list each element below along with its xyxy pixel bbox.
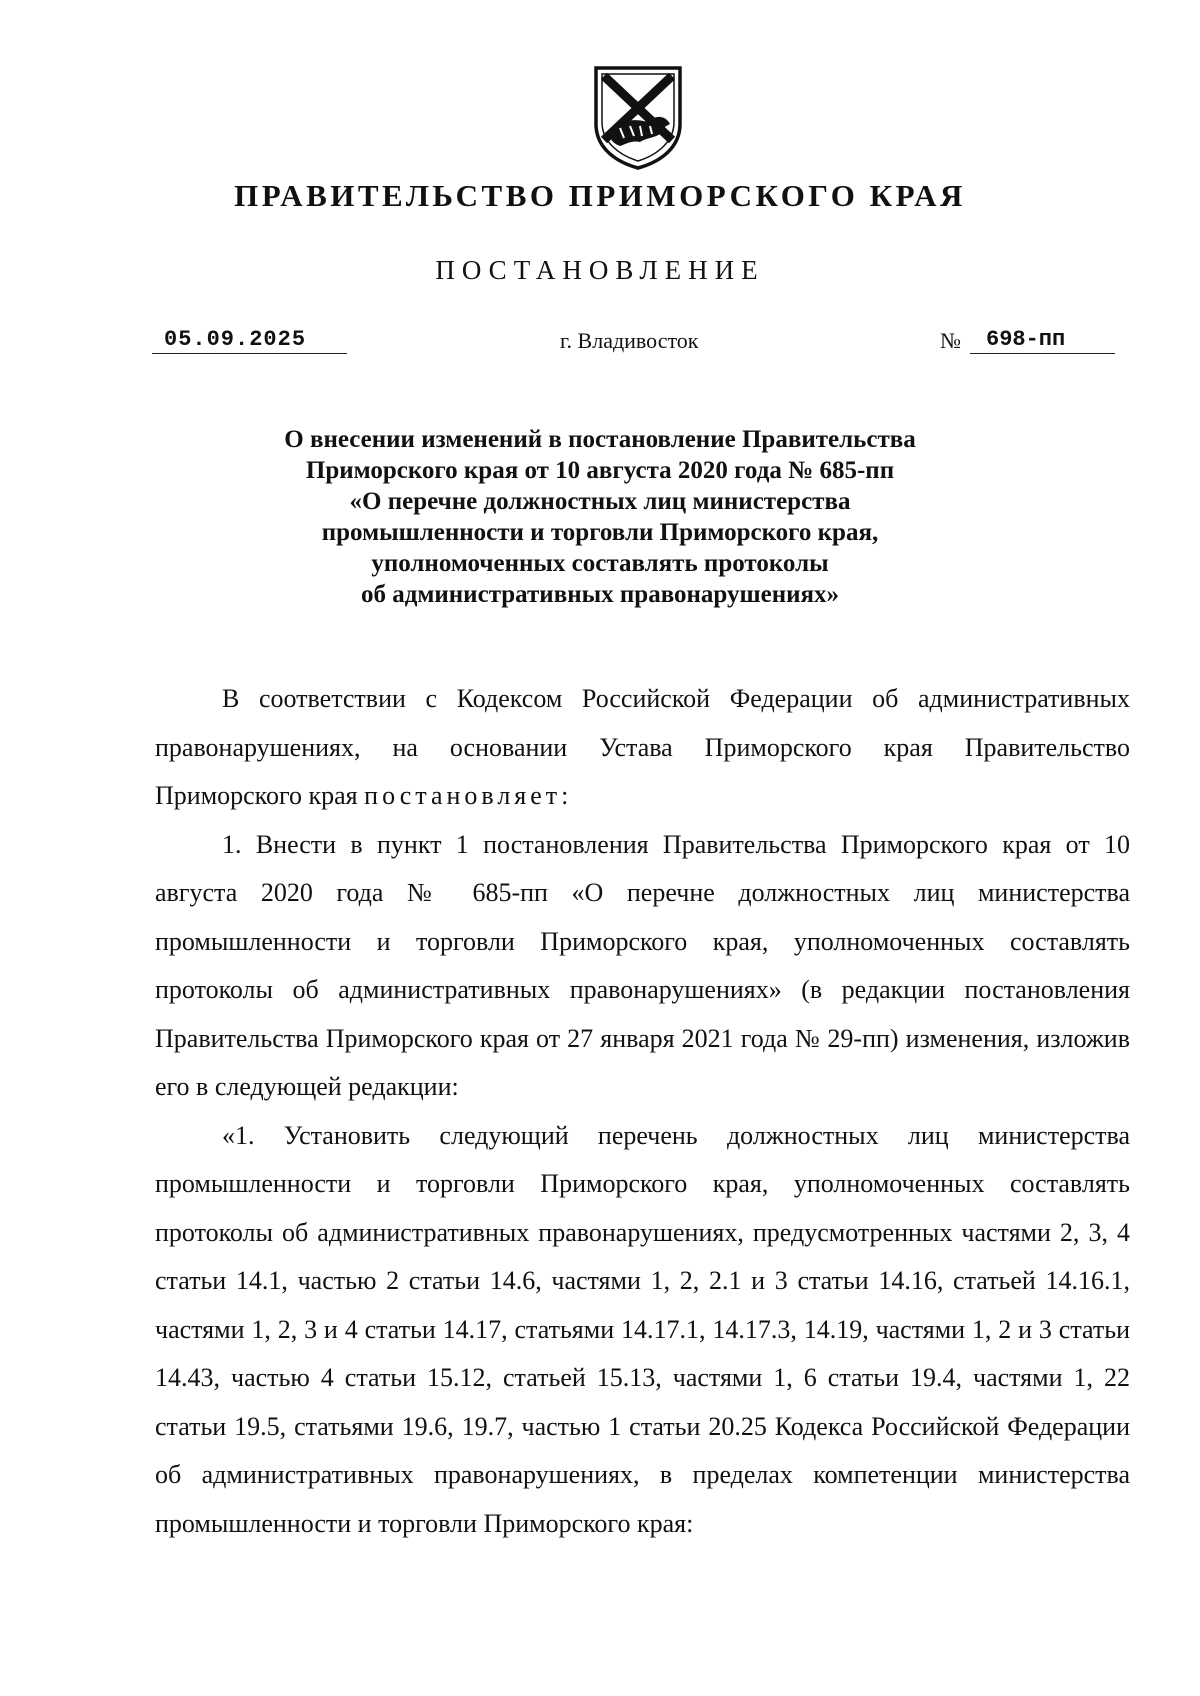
document-body — [155, 675, 1130, 1548]
title-line: О внесении изменений в постановление Правительства — [284, 426, 916, 453]
organization-name: ПРАВИТЕЛЬСТВО ПРИМОРСКОГО КРАЯ — [234, 178, 966, 213]
number-sign: № — [940, 328, 961, 353]
title-line: Приморского края от 10 августа 2020 года № 685-пп — [305, 457, 895, 484]
document-title — [150, 424, 1050, 610]
title-line: промышленности и торговли Приморского края, — [321, 519, 879, 546]
document-date: 05.09.2025 — [152, 327, 347, 354]
document-city: г. Владивосток — [560, 328, 699, 353]
title-line: «О перечне должностных лиц министерства — [349, 488, 851, 515]
preamble-colon: : — [561, 781, 569, 810]
document-type: ПОСТАНОВЛЕНИЕ — [435, 255, 765, 285]
paragraph-new-item-1: «1. Установить следующий перечень должностных лиц министерства промышленности и торговли Приморского края, уполномоченных составлять протоколы об административных правонарушениях, предусмотренных частями 2, 3, 4 статьи 14.1, частью 2 статьи 14.6, частями 1, 2, 2.1 и 3 статьи 14.16, статьей 14.16.1, частями 1, 2, 3 и 4 статьи 14.17, статьями 14.17.1, 14.17.3, 14.19, частями 1, 2 и 3 статьи 14.43, частью 4 статьи 15.12, статьей 15.13, частями 1, 6 статьи 19.4, частями 1, 22 статьи 19.5, статьями 19.6, 19.7, частью 1 статьи 20.25 Кодекса Российской Федерации об административных правонарушениях, в пределах компетенции министерства промышленности и торговли Приморского края: — [155, 1120, 1130, 1538]
resolves-word: постановляет — [364, 781, 562, 810]
paragraph-item-1: 1. Внести в пункт 1 постановления Правительства Приморского края от 10 августа 2020 года № 685-пп «О перечне должностных лиц министерства промышленности и торговли Приморского края, уполномоченных составлять протоколы об административных правонарушениях» (в редакции постановления Правительства Приморского края от 27 января 2021 года № 29-пп) изменения, изложив его в следующей редакции: — [155, 829, 1130, 1101]
document-number: 698-пп — [970, 327, 1115, 354]
title-line: уполномоченных составлять протоколы — [371, 550, 829, 577]
coat-of-arms-icon — [590, 62, 686, 172]
title-line: об административных правонарушениях» — [360, 581, 840, 608]
preamble-text: В соответствии с Кодексом Российской Федерации об административных правонарушениях, на основании Устава Приморского края Правительство Приморского края — [155, 684, 1130, 810]
paragraph-preamble — [155, 675, 1130, 821]
